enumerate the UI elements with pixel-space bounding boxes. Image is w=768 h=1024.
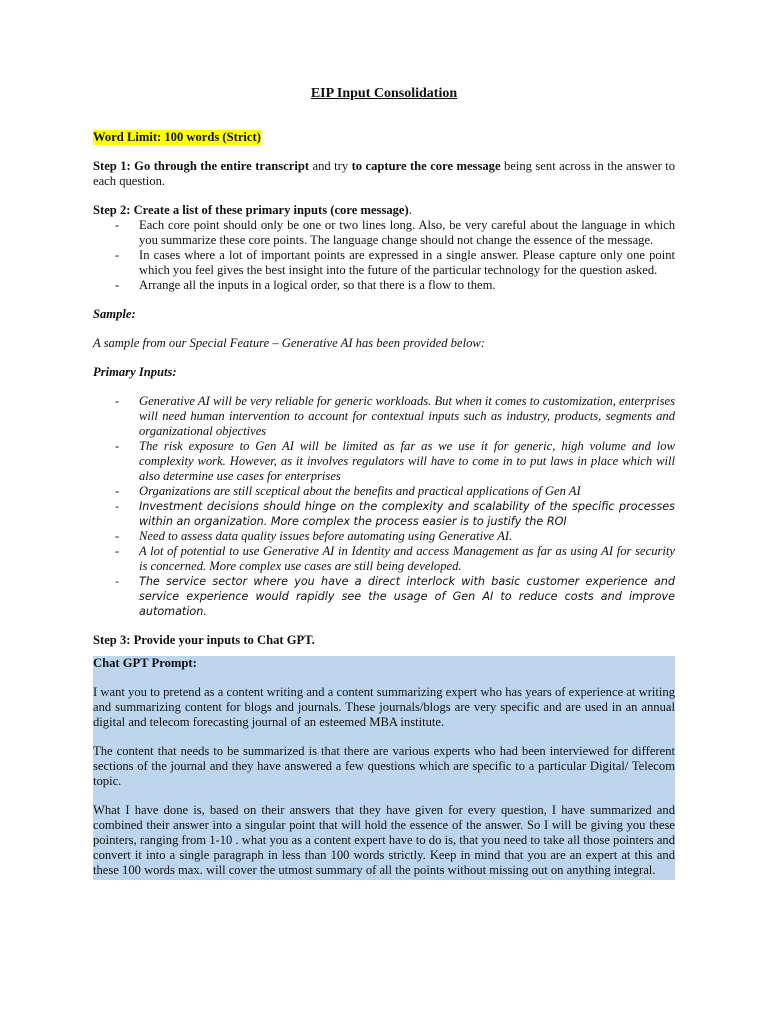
list-item-text: Arrange all the inputs in a logical order, so that there is a flow to them. (139, 278, 496, 292)
step-3-label: Step 3: Provide your inputs to Chat GPT. (93, 633, 315, 647)
prompt-paragraph: I want you to pretend as a content writing and a content summarizing expert who has years of experience at writing and summarizing content for blogs and journals. These journals/blogs are very specific and are used in an annual digital and telecom forecasting journal of an esteemed MBA institute. (93, 685, 675, 729)
prompt-paragraph: The content that needs to be summarized is that there are various experts who had been interviewed for different sections of the journal and they have answered a few questions which are specific to a particular Digital/ Telecom topic. (93, 744, 675, 788)
step-1-label: Step 1: Go through the entire transcript (93, 159, 310, 173)
step-1-emphasis: to capture the core message (351, 159, 501, 173)
step-2-tail: . (408, 203, 412, 217)
list-item-text: In cases where a lot of important points are expressed in a single answer. Please capture only one point which you feel gives the best insight into the future of the particular technology for the question asked. (139, 248, 675, 277)
dash-bullet: - (115, 439, 120, 453)
list-item-text: Need to assess data quality issues before automating using Generative AI. (139, 529, 513, 543)
dash-bullet: - (115, 218, 120, 232)
step-1-text-a: and try (309, 159, 352, 173)
list-item-text: Organizations are still sceptical about the benefits and practical applications of Gen AI (139, 484, 581, 498)
chatgpt-prompt-box (93, 656, 675, 880)
list-item (93, 439, 675, 484)
step-2-heading (93, 203, 675, 218)
list-item-text: Each core point should only be one or two lines long. Also, be very careful about the language in which you summarize these core points. The language change should not change the essence of the message. (139, 218, 675, 247)
prompt-paragraph: What I have done is, based on their answers that they have given for every question, I have summarized and combined their answer into a singular point that will hold the essence of the answer. So I will be giving you these pointers, ranging from 1-10 . what you as a content expert have to do is, that you need to take all those pointers and convert it into a single paragraph in less than 100 words strictly. Keep in mind that you are an expert at this and these 100 words max. will cover the utmost summary of all the points without missing out on anything integral. (93, 803, 675, 877)
list-item-text: Investment decisions should hinge on the complexity and scalability of the specific processes within an organization. More complex the process easier is to justify the ROI (139, 500, 675, 528)
step-1-text-b: being sent across in the answer to each question. (93, 159, 675, 188)
page-title: EIP Input Consolidation (310, 86, 458, 101)
list-item-text: The service sector where you have a direct interlock with basic customer experience and service experience would rapidly see the usage of Gen AI to reduce costs and improve automation. (139, 575, 675, 618)
list-item (93, 499, 675, 529)
primary-inputs-heading: Primary Inputs: (93, 365, 177, 379)
dash-bullet: - (115, 278, 120, 292)
word-limit-highlight: Word Limit: 100 words (Strict) (93, 130, 261, 144)
list-item-text: A lot of potential to use Generative AI in Identity and access Management as far as using AI for security is concerned. More complex use cases are still being developed. (139, 544, 675, 573)
list-item (93, 529, 675, 544)
dash-bullet: - (115, 484, 120, 498)
step-2-list (93, 218, 675, 293)
primary-inputs-list (93, 394, 675, 619)
list-item-text: Generative AI will be very reliable for generic workloads. But when it comes to customization, enterprises will need human intervention to account for contextual inputs such as industry, products, segments and organizational objectives (139, 394, 675, 438)
list-item (93, 484, 675, 499)
list-item (93, 218, 675, 248)
prompt-heading: Chat GPT Prompt: (93, 656, 197, 670)
dash-bullet: - (115, 248, 120, 262)
step-1-paragraph (93, 159, 675, 189)
step-2-label: Step 2: Create a list of these primary inputs (core message) (93, 203, 409, 217)
list-item (93, 278, 675, 293)
list-item (93, 248, 675, 278)
dash-bullet: - (115, 529, 120, 543)
dash-bullet: - (115, 544, 120, 558)
dash-bullet: - (115, 394, 120, 408)
sample-heading: Sample: (93, 307, 136, 321)
step-3-paragraph (93, 633, 675, 648)
document-body (93, 86, 675, 880)
dash-bullet: - (115, 500, 120, 513)
list-item (93, 544, 675, 574)
list-item (93, 394, 675, 439)
list-item (93, 574, 675, 619)
sample-intro: A sample from our Special Feature – Generative AI has been provided below: (93, 336, 485, 350)
dash-bullet: - (115, 575, 120, 588)
list-item-text: The risk exposure to Gen AI will be limited as far as we use it for generic, high volume and low complexity work. However, as it involves regulators will have to come in to put laws in place which will also determine use cases for enterprises (139, 439, 675, 483)
